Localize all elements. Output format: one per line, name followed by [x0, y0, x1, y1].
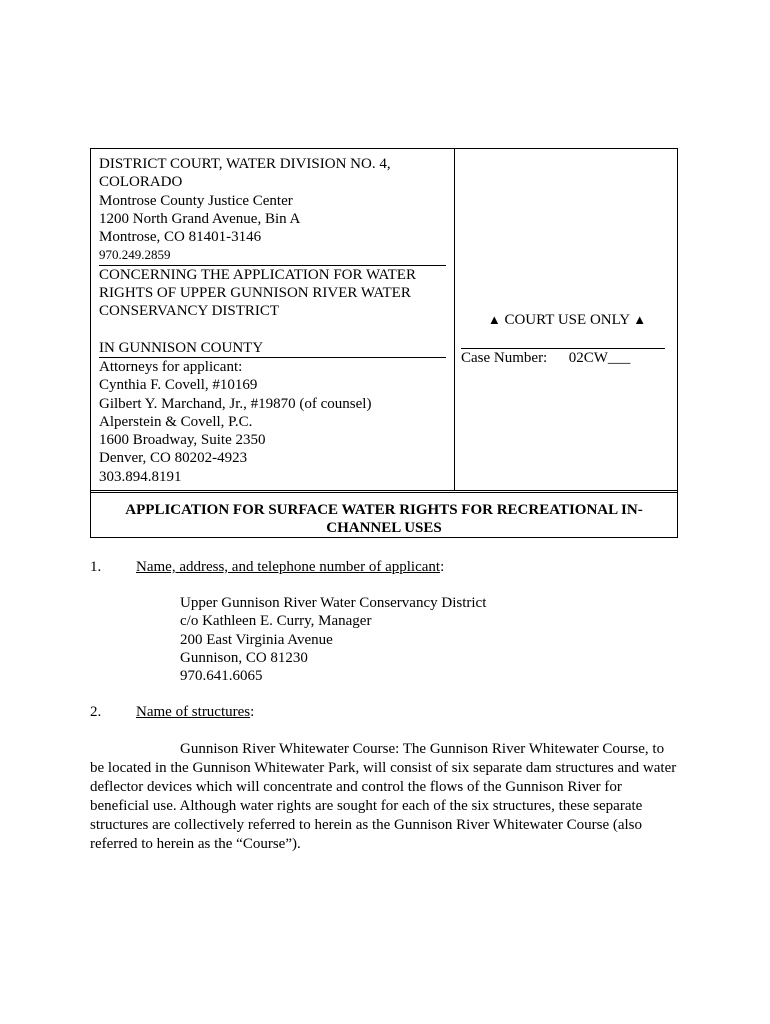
- concerning-line: CONSERVANCY DISTRICT: [99, 303, 280, 320]
- document-title-line: APPLICATION FOR SURFACE WATER RIGHTS FOR RECREATIONAL IN-: [125, 502, 643, 518]
- court-line: 1200 North Grand Avenue, Bin A: [99, 210, 301, 227]
- section-heading-text: Name, address, and telephone number of applicant: [136, 559, 441, 575]
- triangle-up-icon: ▲: [633, 312, 647, 327]
- attorney-line: Alperstein & Covell, P.C.: [99, 413, 253, 430]
- attorney-line: Gilbert Y. Marchand, Jr., #19870 (of counsel): [99, 395, 372, 412]
- applicant-address: [180, 594, 486, 685]
- document-title-line: CHANNEL USES: [326, 520, 442, 536]
- attorney-line: Denver, CO 80202-4923: [99, 450, 248, 467]
- section-heading-text: Name of structures: [136, 704, 251, 720]
- court-line: COLORADO: [99, 174, 183, 191]
- section-number: 1.: [90, 559, 102, 575]
- section-heading-punct: :: [250, 704, 255, 720]
- caption-double-rule: [91, 490, 677, 493]
- court-use-only-label: [461, 312, 673, 329]
- attorney-line: 1600 Broadway, Suite 2350: [99, 432, 266, 449]
- concerning-line: RIGHTS OF UPPER GUNNISON RIVER WATER: [99, 285, 411, 302]
- attorney-line: 303.894.8191: [99, 468, 182, 485]
- document-title: [91, 501, 677, 537]
- section-heading: [136, 704, 254, 721]
- attorney-line: Cynthia F. Covell, #10169: [99, 377, 258, 394]
- county-line: IN GUNNISON COUNTY: [99, 339, 264, 356]
- court-line: Montrose, CO 81401-3146: [99, 229, 262, 246]
- structures-paragraph: Gunnison River Whitewater Course: The Gunnison River Whitewater Course, to be located in the Gunnison Whitewater Park, will consist of six separate dam structures and water deflector devices which will concentrate and control the flows of the Gunnison River for beneficial use. Although water rights are sought for each of the six structures, these separate structures are collectively referred to herein as the Gunnison River Whitewater Course (also referred to herein as the “Course”).: [90, 741, 677, 852]
- case-number-value: 02CW___: [568, 350, 631, 366]
- section-heading-punct: :: [440, 559, 445, 575]
- address-line: c/o Kathleen E. Curry, Manager: [180, 613, 372, 630]
- address-line: 200 East Virginia Avenue: [180, 631, 333, 648]
- court-phone: 970.249.2859: [99, 247, 171, 263]
- caption-vertical-divider: [454, 149, 455, 490]
- attorney-line: Attorneys for applicant:: [99, 358, 243, 375]
- caption-box: [90, 148, 678, 538]
- concerning-line: CONCERNING THE APPLICATION FOR WATER: [99, 266, 416, 283]
- address-line: 970.641.6065: [180, 668, 263, 685]
- address-line: Upper Gunnison River Water Conservancy District: [180, 595, 487, 611]
- triangle-up-icon: ▲: [487, 312, 501, 327]
- section-number: 2.: [90, 704, 102, 720]
- case-number-rule: [461, 348, 665, 349]
- case-number: [461, 350, 630, 367]
- caption-left-column: [99, 155, 451, 486]
- court-line: DISTRICT COURT, WATER DIVISION NO. 4,: [99, 156, 391, 172]
- court-use-only-text: COURT USE ONLY: [504, 312, 630, 328]
- court-line: Montrose County Justice Center: [99, 192, 293, 209]
- case-number-label: Case Number:: [461, 350, 548, 366]
- address-line: Gunnison, CO 81230: [180, 649, 308, 666]
- section-heading: [136, 559, 444, 576]
